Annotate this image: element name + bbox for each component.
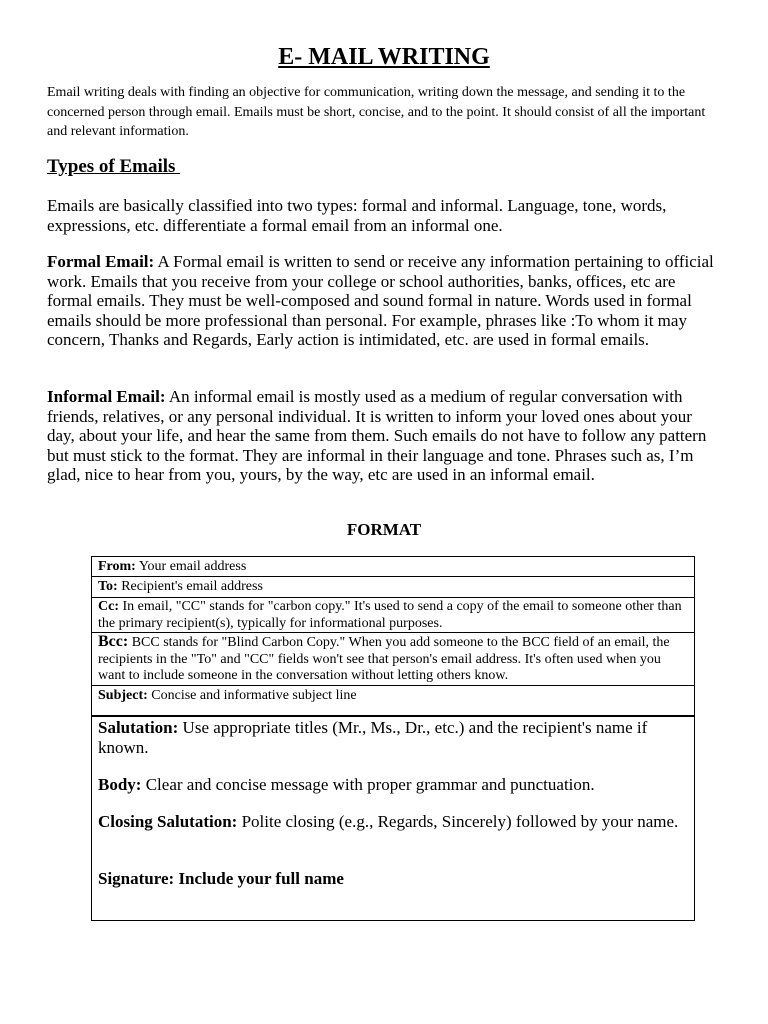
cc-label: Cc: — [98, 599, 119, 614]
formal-email-label: Formal Email: — [47, 252, 155, 271]
body-text: Clear and concise message with proper grammar and punctuation. — [141, 775, 595, 794]
types-paragraph: Emails are basically classified into two types: formal and informal. Language, tone, words, expressions, etc. differentiate a formal email from an informal one. — [47, 196, 667, 235]
from-label: From: — [98, 559, 136, 574]
body-label: Body: — [98, 775, 142, 794]
formal-email-paragraph — [47, 252, 723, 350]
format-row-to — [92, 577, 694, 598]
from-text: Your email address — [135, 559, 247, 574]
format-row-from — [92, 557, 694, 577]
closing-item — [98, 812, 688, 832]
formal-email-text: A Formal email is written to send or receive any information pertaining to official work. Emails that you receive from your college or school authorities, banks, offices, etc are formal emails. They must be well-composed and sound formal in nature. Words used in formal emails should be more professional than personal. For example, phrases like :To whom it may concern, Thanks and Regards, Early action is intimidated, etc. are used in formal emails. — [47, 252, 714, 349]
format-row-subject — [92, 686, 694, 717]
closing-text: Polite closing (e.g., Regards, Sincerely) followed by your name. — [237, 812, 679, 831]
format-row-bcc — [92, 633, 694, 686]
intro-paragraph: Email writing deals with finding an objective for communication, writing down the message, and sending it to the concerned person through email. Emails must be short, concise, and to the point. It should consist of all the important and relevant information. — [47, 85, 706, 139]
informal-email-label: Informal Email: — [47, 387, 166, 406]
salutation-text: Use appropriate titles (Mr., Ms., Dr., etc.) and the recipient's name if known. — [98, 718, 648, 757]
format-row-cc — [92, 598, 694, 633]
format-table — [91, 556, 695, 921]
informal-email-paragraph — [47, 387, 723, 485]
salutation-item — [98, 718, 688, 758]
bcc-text: BCC stands for "Blind Carbon Copy." When you add someone to the BCC field of an email, the recipients in the "To" and "CC" fields won't see that person's email address. It's often used when you want to include someone in the conversation without letting others know. — [98, 635, 670, 683]
cc-text: In email, "CC" stands for "carbon copy." It's used to send a copy of the email to someone other than the primary recipient(s), typically for informational purposes. — [98, 599, 682, 631]
page-title: E- MAIL WRITING — [278, 44, 490, 70]
signature-item: Signature: Include your full name — [98, 869, 344, 888]
salutation-label: Salutation: — [98, 718, 179, 737]
bcc-label: Bcc: — [98, 633, 129, 650]
informal-email-text: An informal email is mostly used as a medium of regular conversation with friends, relatives, or any personal individual. It is written to inform your loved ones about your day, about your life, and hear the same from them. Such emails do not have to follow any pattern but must stick to the format. They are informal in their language and tone. Phrases such as, I’m glad, nice to hear from you, yours, by the way, etc are used in an informal email. — [47, 387, 707, 484]
body-item — [98, 775, 688, 795]
subject-text: Concise and informative subject line — [147, 688, 357, 703]
to-label: To: — [98, 579, 118, 594]
types-heading: Types of Emails — [47, 156, 181, 177]
subject-label: Subject: — [98, 688, 148, 703]
format-heading: FORMAT — [346, 520, 422, 539]
closing-label: Closing Salutation: — [98, 812, 238, 831]
to-text: Recipient's email address — [117, 579, 263, 594]
